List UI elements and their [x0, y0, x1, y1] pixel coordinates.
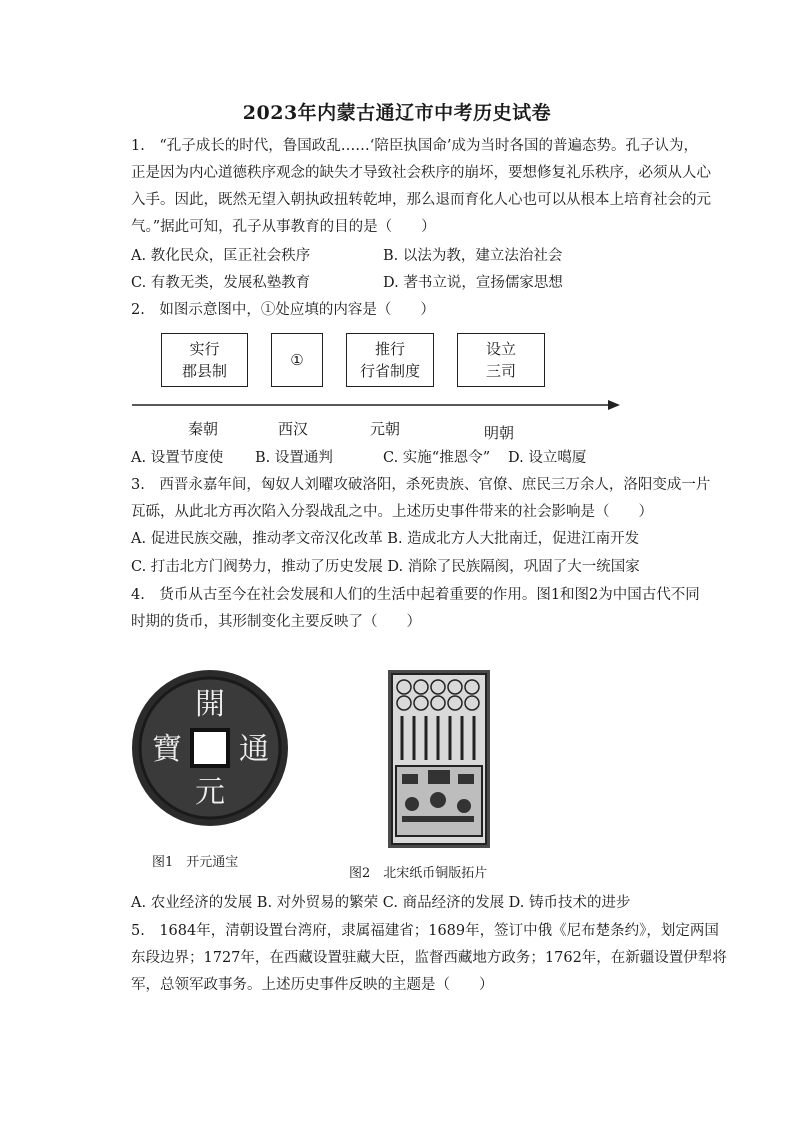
- diagram-box-qin: [161, 333, 248, 387]
- coin-char-left: 寶: [152, 732, 182, 767]
- q1-line: 1. “孔子成长的时代，鲁国政乱……‘陪臣执国命’成为当时各国的普遍态势。孔子认为，: [131, 138, 698, 154]
- q5-line: 东段边界；1727年，在西藏设置驻藏大臣，监督西藏地方政务；1762年，在新疆设置伊犁将: [131, 950, 727, 966]
- q2-option-c[interactable]: C. 实施“推恩令”: [383, 450, 491, 466]
- kaiyuan-coin-image: [130, 668, 290, 828]
- dynasty-label: 秦朝: [188, 420, 219, 438]
- q3-line: 瓦砾，从此北方再次陷入分裂战乱之中。上述历史事件带来的社会影响是（ ）: [131, 504, 653, 520]
- q3-options-ab[interactable]: A. 促进民族交融，推动孝文帝汉化改革 B. 造成北方人大批南迁，促进江南开发: [131, 531, 640, 547]
- diagram-box-ming: [457, 333, 545, 387]
- box-text: 郡县制: [181, 362, 227, 380]
- q2-option-a[interactable]: A. 设置节度使: [131, 450, 224, 466]
- diagram-box-blank: [271, 333, 323, 387]
- q4-line: 4. 货币从古至今在社会发展和人们的生活中起着重要的作用。图1和图2为中国古代不同: [131, 587, 700, 603]
- page-title: 2023年内蒙古通辽市中考历史试卷: [242, 102, 552, 124]
- q3-options-cd[interactable]: C. 打击北方门阀势力，推动了历史发展 D. 消除了民族隔阂，巩固了大一统国家: [131, 559, 640, 575]
- dynasty-label: 西汉: [278, 420, 309, 438]
- dynasty-label: 元朝: [370, 420, 401, 438]
- coin-char-right: 通: [239, 732, 269, 767]
- figure-1-caption: 图1 开元通宝: [152, 855, 239, 870]
- q5-line: 5. 1684年，清朝设置台湾府，隶属福建省；1689年，签订中俄《尼布楚条约》，划定两国: [131, 923, 719, 939]
- box-text: 三司: [485, 362, 516, 380]
- q3-line: 3. 西晋永嘉年间，匈奴人刘曜攻破洛阳，杀死贵族、官僚、庶民三万余人，洛阳变成一片: [131, 477, 711, 493]
- box-text: 推行: [374, 340, 405, 358]
- timeline-arrow: [128, 396, 623, 414]
- figure-2-caption: 图2 北宋纸币铜版拓片: [349, 866, 488, 881]
- q4-options[interactable]: A. 农业经济的发展 B. 对外贸易的繁荣 C. 商品经济的发展 D. 铸币技术的进步: [131, 895, 631, 911]
- box-text: ①: [290, 351, 304, 369]
- song-paper-money-image: [388, 670, 490, 848]
- q1-option-a[interactable]: A. 教化民众，匡正社会秩序: [131, 248, 311, 264]
- box-text: 行省制度: [359, 362, 420, 380]
- q1-option-b[interactable]: B. 以法为教，建立法治社会: [383, 248, 563, 264]
- q2-option-b[interactable]: B. 设置通判: [255, 450, 333, 466]
- q1-option-c[interactable]: C. 有教无类，发展私塾教育: [131, 275, 311, 291]
- box-text: 实行: [189, 340, 220, 358]
- diagram-box-yuan: [346, 333, 434, 387]
- q4-line: 时期的货币，其形制变化主要反映了（ ）: [131, 614, 421, 630]
- q1-option-d[interactable]: D. 著书立说，宣扬儒家思想: [383, 275, 563, 291]
- q5-line: 军，总领军政事务。上述历史事件反映的主题是（ ）: [131, 977, 494, 993]
- q1-line: 气。”据此可知，孔子从事教育的目的是（ ）: [131, 219, 436, 235]
- q2-option-d[interactable]: D. 设立噶厦: [508, 450, 587, 466]
- box-text: 设立: [485, 340, 516, 358]
- dynasty-label: 明朝: [484, 424, 515, 442]
- q1-line: 正是因为内心道德秩序观念的缺失才导致社会秩序的崩坏，要想修复礼乐秩序，必须从人心: [131, 165, 711, 181]
- coin-char-top: 開: [195, 687, 225, 722]
- coin-char-bottom: 元: [195, 775, 225, 810]
- q2-stem: 2. 如图示意图中，①处应填的内容是（ ）: [131, 302, 435, 318]
- q1-line: 入手。因此，既然无望入朝执政扭转乾坤，那么退而育化人心也可以从根本上培育社会的元: [131, 192, 711, 208]
